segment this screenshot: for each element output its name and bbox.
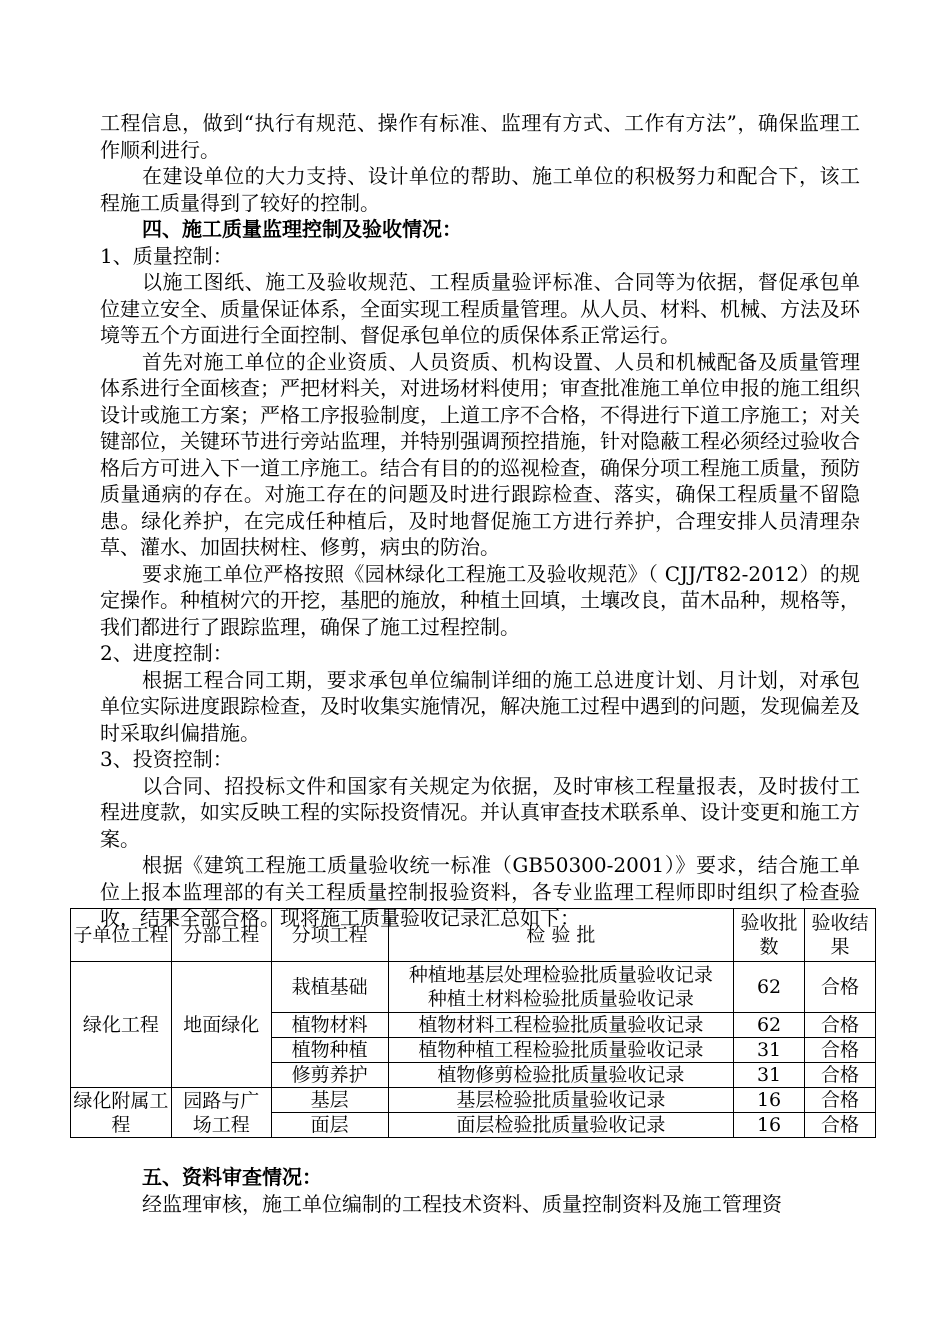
result-cell: 合格 — [805, 1013, 876, 1038]
batch-cell: 植物种植工程检验批质量验收记录 — [388, 1038, 734, 1063]
table-row — [71, 962, 876, 1013]
count-cell: 16 — [734, 1113, 805, 1138]
result-cell: 合格 — [805, 1038, 876, 1063]
paragraph: 以施工图纸、施工及验收规范、工程质量验评标准、合同等为依据，督促承包单位建立安全、质量保证体系，全面实现工程质量管理。从人员、材料、机械、方法及环境等五个方面进行全面控制、督促承包单位的质保体系正常运行。 — [100, 270, 860, 347]
batch-cell: 植物修剪检验批质量验收记录 — [388, 1063, 734, 1088]
item-cell: 修剪养护 — [271, 1063, 388, 1088]
count-cell: 62 — [734, 1013, 805, 1038]
subheading-schedule: 2、进度控制： — [100, 641, 233, 665]
table-row — [71, 1088, 876, 1113]
count-cell: 31 — [734, 1063, 805, 1088]
count-cell: 62 — [734, 962, 805, 1013]
unit-cell: 绿化附属工程 — [71, 1088, 172, 1138]
division-cell: 园路与广场工程 — [171, 1088, 271, 1138]
batch-cell: 基层检验批质量验收记录 — [388, 1088, 734, 1113]
section-heading-4: 四、施工质量监理控制及验收情况： — [142, 217, 462, 241]
item-cell: 植物种植 — [271, 1038, 388, 1063]
unit-cell: 绿化工程 — [71, 962, 172, 1088]
count-cell: 16 — [734, 1088, 805, 1113]
result-cell: 合格 — [805, 962, 876, 1013]
paragraph: 根据工程合同工期，要求承包单位编制详细的施工总进度计划、月计划，对承包单位实际进度跟踪检查，及时收集实施情况，解决施工过程中遇到的问题，发现偏差及时采取纠偏措施。 — [100, 667, 860, 745]
section-heading-5: 五、资料审查情况： — [142, 1165, 322, 1189]
result-cell: 合格 — [805, 1113, 876, 1138]
paragraph: 工程信息，做到“执行有规范、操作有标准、监理有方式、工作有方法”，确保监理工作顺利进行。 — [100, 111, 860, 162]
batch-cell: 植物材料工程检验批质量验收记录 — [388, 1013, 734, 1038]
paragraph: 以合同、招投标文件和国家有关规定为依据，及时审核工程量报表，及时拔付工程进度款，如实反映工程的实际投资情况。并认真审查技术联系单、设计变更和施工方案。 — [100, 773, 860, 851]
subheading-quality: 1、质量控制： — [100, 243, 233, 268]
header-cell: 分项工程 — [271, 909, 388, 962]
item-cell: 面层 — [271, 1113, 388, 1138]
item-cell: 栽植基础 — [271, 962, 388, 1013]
document-body — [100, 110, 860, 932]
paragraph: 根据《建筑工程施工质量验收统一标准（GB50300-2001）》要求，结合施工单位上报本监理部的有关工程质量控制报验资料，各专业监理工程师即时组织了检查验收，结果全部合格。现将施工质量验收记录汇总如下： — [100, 853, 860, 930]
header-cell: 检 验 批 — [388, 909, 734, 962]
section-5 — [100, 1164, 860, 1217]
item-cell: 基层 — [271, 1088, 388, 1113]
paragraph: 要求施工单位严格按照《园林绿化工程施工及验收规范》（ CJJ/T82-2012）的规定操作。种植树穴的开挖，基肥的施放，种植土回填，土壤改良，苗木品种，规格等，我们都进行了跟踪监理，确保了施工过程控制。 — [100, 561, 860, 639]
batch-cell — [388, 962, 734, 1013]
header-cell: 验收批数 — [734, 909, 805, 962]
paragraph: 首先对施工单位的企业资质、人员资质、机构设置、人员和机械配备及质量管理体系进行全面核查；严把材料关，对进场材料使用；审查批准施工单位申报的施工组织设计或施工方案；严格工序报验制度，上道工序不合格，不得进行下道工序施工；对关键部位，关键环节进行旁站监理，并特别强调预控措施，针对隐蔽工程必须经过验收合格后方可进入下一道工序施工。结合有目的的巡视检查，确保分项工程施工质量，预防质量通病的存在。对施工存在的问题及时进行跟踪检查、落实，确保工程质量不留隐患。绿化养护，在完成任种植后，及时地督促施工方进行养护，合理安排人员清理杂草、灌水、加固扶树柱、修剪，病虫的防治。 — [100, 349, 860, 559]
batch-cell: 面层检验批质量验收记录 — [388, 1113, 734, 1138]
division-cell: 地面绿化 — [171, 962, 271, 1088]
result-cell: 合格 — [805, 1063, 876, 1088]
paragraph: 在建设单位的大力支持、设计单位的帮助、施工单位的积极努力和配合下，该工程施工质量得到了较好的控制。 — [100, 164, 860, 215]
header-cell: 分部工程 — [171, 909, 271, 962]
count-cell: 31 — [734, 1038, 805, 1063]
header-cell: 验收结果 — [805, 909, 876, 962]
item-cell: 植物材料 — [271, 1013, 388, 1038]
paragraph: 经监理审核，施工单位编制的工程技术资料、质量控制资料及施工管理资 — [142, 1191, 782, 1216]
acceptance-summary-table — [70, 908, 876, 1138]
batch-line: 种植地基层处理检验批质量验收记录 — [408, 964, 713, 986]
header-cell: 子单位工程 — [71, 909, 172, 962]
batch-line: 种植土材料检验批质量验收记录 — [427, 988, 694, 1010]
result-cell: 合格 — [805, 1088, 876, 1113]
table-header-row — [71, 909, 876, 962]
subheading-investment: 3、投资控制： — [100, 747, 233, 771]
